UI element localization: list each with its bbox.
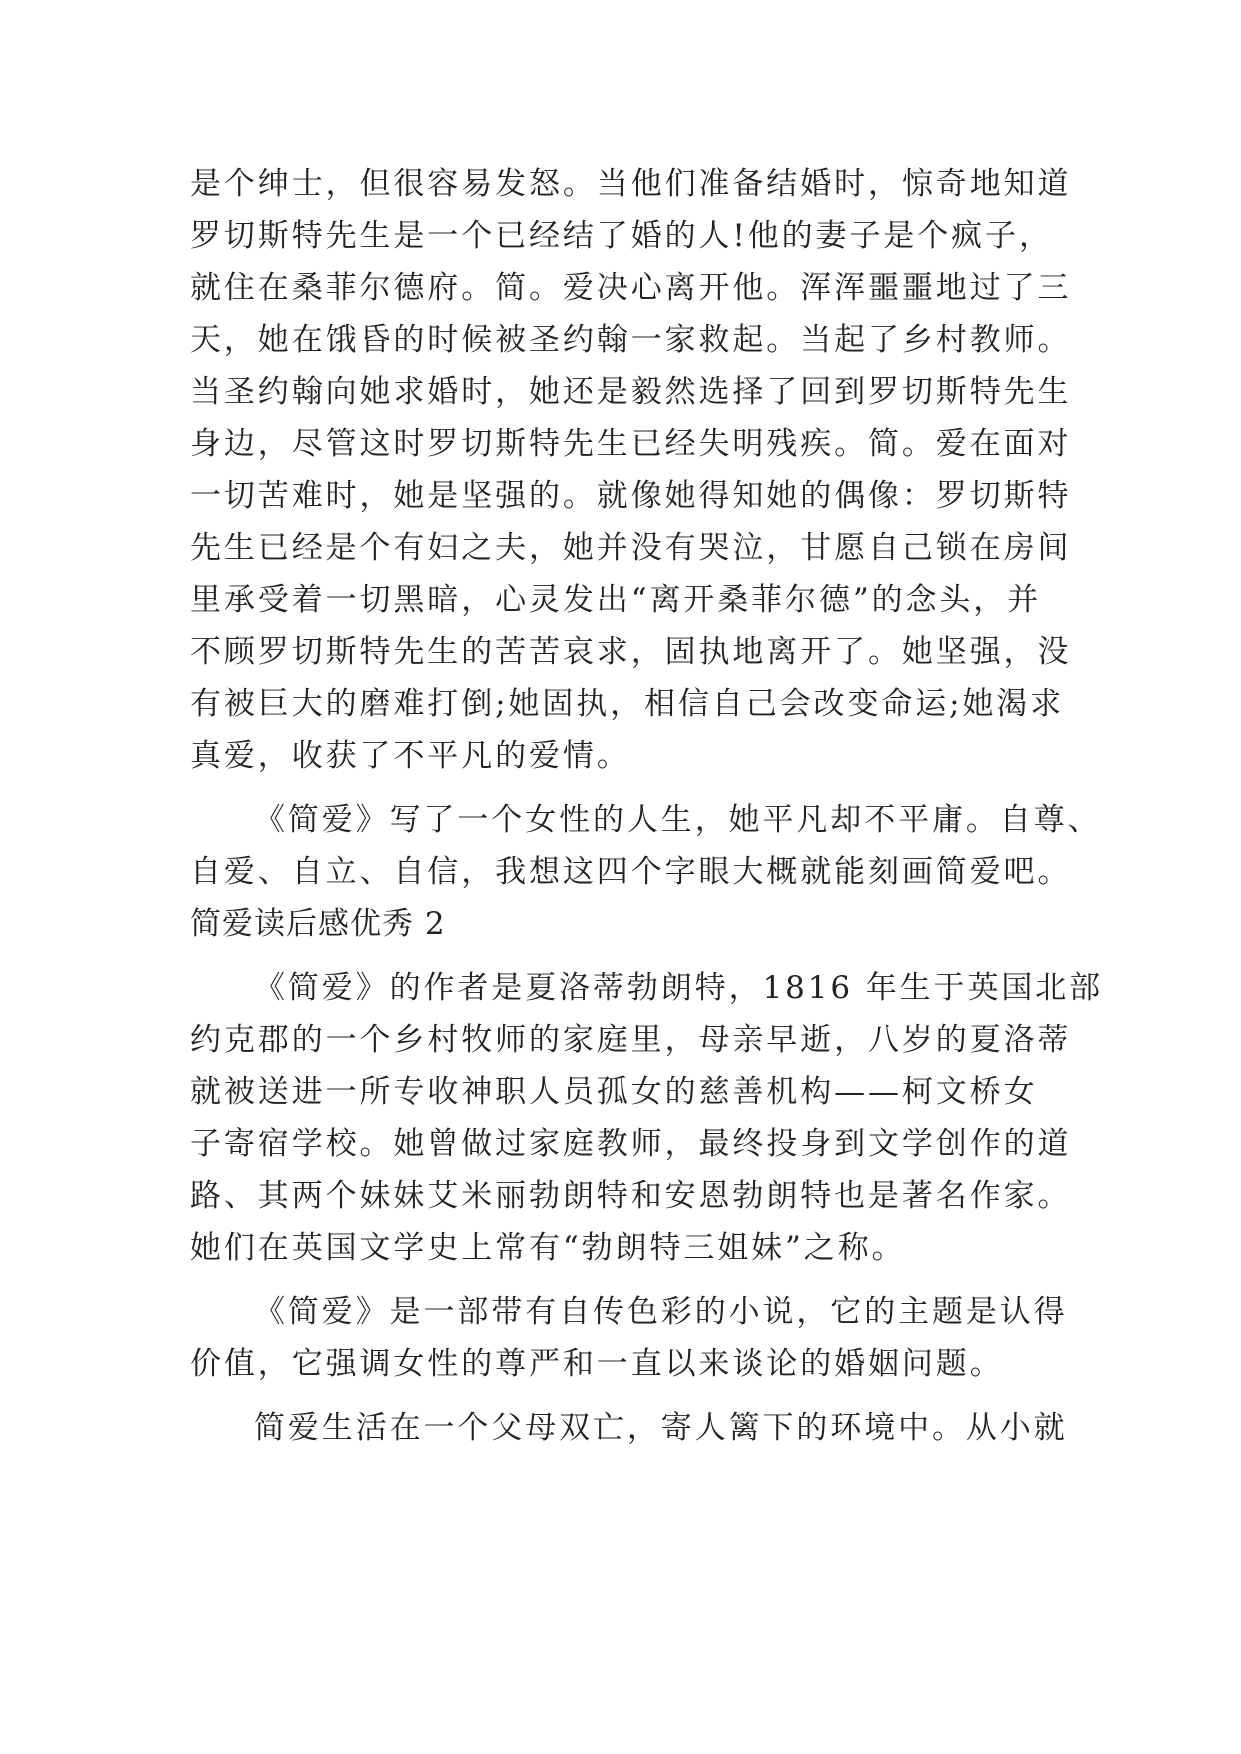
text-line: 子寄宿学校。她曾做过家庭教师，最终投身到文学创作的道 (190, 1126, 1072, 1162)
text-line: 天，她在饿昏的时候被圣约翰一家救起。当起了乡村教师。 (190, 322, 1072, 358)
section-heading (190, 898, 1050, 950)
text-line: 简爱生活在一个父母双亡，寄人篱下的环境中。从小就 (254, 1410, 1068, 1446)
text-line: 先生已经是个有妇之夫，她并没有哭泣，甘愿自己锁在房间 (190, 530, 1072, 566)
text-line: 《简爱》写了一个女性的人生，她平凡却不平庸。自尊、 (254, 802, 1102, 838)
text-line: 约克郡的一个乡村牧师的家庭里，母亲早逝，八岁的夏洛蒂 (190, 1022, 1072, 1058)
text-line: 就被送进一所专收神职人员孤女的慈善机构——柯文桥女 (190, 1074, 1038, 1110)
text-line: 《简爱》是一部带有自传色彩的小说，它的主题是认得 (254, 1294, 1068, 1330)
text-line: 价值，它强调女性的尊严和一直以来谈论的婚姻问题。 (190, 1346, 1004, 1382)
text-line: 有被巨大的磨难打倒;她固执，相信自己会改变命运;她渴求 (190, 686, 1065, 722)
text-line: 自爱、自立、自信，我想这四个字眼大概就能刻画简爱吧。 (190, 854, 1072, 890)
text-line: 当圣约翰向她求婚时，她还是毅然选择了回到罗切斯特先生 (190, 374, 1072, 410)
text-line: 就住在桑菲尔德府。简。爱决心离开他。浑浑噩噩地过了三 (190, 270, 1072, 306)
document-body (190, 158, 1104, 1454)
text-line: 罗切斯特先生是一个已经结了婚的人!他的妻子是个疯子， (190, 218, 1053, 254)
paragraph-4 (190, 1286, 1068, 1390)
text-line: 里承受着一切黑暗，心灵发出“离开桑菲尔德”的念头，并 (190, 582, 1042, 618)
text-line: 不顾罗切斯特先生的苦苦哀求，固执地离开了。她坚强，没 (190, 634, 1072, 670)
paragraph-3 (190, 962, 1104, 1274)
text-line: 是个绅士，但很容易发怒。当他们准备结婚时，惊奇地知道 (190, 166, 1072, 202)
text-line: 路、其两个妹妹艾米丽勃朗特和安恩勃朗特也是著名作家。 (190, 1178, 1072, 1214)
text-line: 身边，尽管这时罗切斯特先生已经失明残疾。简。爱在面对 (190, 426, 1072, 462)
paragraph-5 (190, 1402, 1068, 1454)
paragraph-1 (190, 158, 1072, 782)
text-line: 她们在英国文学史上常有“勃朗特三姐妹”之称。 (190, 1230, 906, 1266)
paragraph-2 (190, 794, 1102, 898)
text-line: 真爱，收获了不平凡的爱情。 (190, 738, 631, 774)
text-line: 《简爱》的作者是夏洛蒂勃朗特，1816 年生于英国北部 (254, 970, 1104, 1006)
heading-text: 简爱读后感优秀 2 (190, 906, 446, 942)
text-line: 一切苦难时，她是坚强的。就像她得知她的偶像：罗切斯特 (190, 478, 1072, 514)
